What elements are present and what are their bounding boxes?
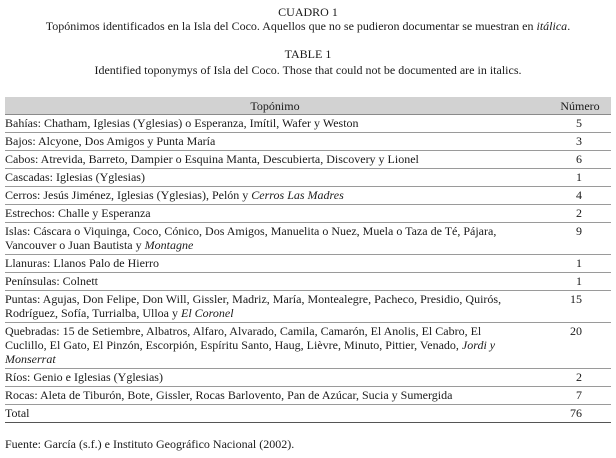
cuadro-caption-end: .	[567, 19, 571, 33]
count-cell: 6	[576, 152, 582, 166]
toponym-text: Llanuras: Llanos Palo de Hierro	[5, 256, 159, 270]
table-caption: Identified toponymys of Isla del Coco. Those that could not be documented are in italics.	[94, 63, 522, 77]
total-count: 76	[570, 406, 582, 420]
toponym-text: Islas: Cáscara o Viquinga, Coco, Cónico, Dos Amigos, Manuelita o Nuez, Muela o Taza de Té, Pájara, Vancouver o Juan Bautista y	[5, 224, 497, 252]
toponym-cell	[5, 255, 525, 272]
table-label: TABLE 1	[284, 47, 332, 61]
table-row	[5, 255, 611, 273]
toponym-cell	[5, 223, 525, 254]
total-label: Total	[5, 406, 30, 420]
count-cell: 1	[576, 274, 582, 288]
toponym-text: Estrechos: Challe y Esperanza	[5, 206, 151, 220]
toponym-text: Cascadas: Iglesias (Yglesias)	[5, 170, 145, 184]
toponym-cell	[5, 323, 525, 368]
table-body	[5, 115, 611, 405]
toponym-cell	[5, 151, 525, 168]
toponym-text: Puntas: Agujas, Don Felipe, Don Will, Gissler, Madriz, María, Montealegre, Pacheco, Presidio, Quirós, Rodríguez, Sofía, Turrialba, Ulloa y	[5, 292, 502, 320]
count-cell: 9	[576, 224, 582, 238]
count-cell: 5	[576, 116, 582, 130]
toponym-text: Cerros: Jesús Jiménez, Iglesias (Yglesias), Pelón y	[5, 188, 252, 202]
toponym-cell	[5, 291, 525, 322]
table-row	[5, 323, 611, 369]
cuadro-caption-italic: itálica	[536, 19, 568, 33]
toponym-cell	[5, 369, 525, 386]
table-row	[5, 187, 611, 205]
toponym-cell	[5, 187, 525, 204]
header-count: Número	[560, 99, 600, 113]
count-cell: 15	[570, 292, 582, 306]
toponym-text: Cabos: Atrevida, Barreto, Dampier o Esquina Manta, Descubierta, Discovery y Lionel	[5, 152, 419, 166]
table-row	[5, 115, 611, 133]
header-toponym: Topónimo	[250, 99, 300, 113]
toponym-cell	[5, 205, 525, 222]
toponym-text: Bahías: Chatham, Iglesias (Yglesias) o Esperanza, Imítil, Wafer y Weston	[5, 116, 359, 130]
toponym-cell	[5, 169, 525, 186]
toponym-table	[5, 97, 611, 423]
count-cell: 3	[576, 134, 582, 148]
count-cell: 2	[576, 370, 582, 384]
table-row	[5, 169, 611, 187]
toponym-cell	[5, 115, 525, 132]
cuadro-caption	[0, 19, 616, 33]
toponym-italic: Cerros Las Madres	[251, 188, 344, 202]
toponym-text: Penínsulas: Colnett	[5, 274, 98, 288]
table-row	[5, 387, 611, 405]
source-note: Fuente: García (s.f.) e Instituto Geográfico Nacional (2002).	[5, 437, 295, 451]
table-total-row	[5, 405, 611, 423]
toponym-italic: Montagne	[144, 238, 194, 252]
table-row	[5, 369, 611, 387]
count-cell: 1	[576, 256, 582, 270]
table-row	[5, 151, 611, 169]
table-row	[5, 273, 611, 291]
count-cell: 4	[576, 188, 582, 202]
table-row	[5, 133, 611, 151]
toponym-cell	[5, 133, 525, 150]
table-row	[5, 205, 611, 223]
count-cell: 2	[576, 206, 582, 220]
cuadro-label: CUADRO 1	[278, 5, 338, 19]
toponym-text: Bajos: Alcyone, Dos Amigos y Punta María	[5, 134, 216, 148]
toponym-cell	[5, 387, 525, 404]
cuadro-caption-main: Topónimos identificados en la Isla del Coco. Aquellos que no se pudieron documentar se muestran en	[45, 19, 537, 33]
count-cell: 7	[576, 388, 582, 402]
toponym-text: Ríos: Genio e Iglesias (Yglesias)	[5, 370, 163, 384]
table-row	[5, 291, 611, 323]
toponym-italic: Jordi y Monserrat	[5, 338, 496, 366]
count-cell: 1	[576, 170, 582, 184]
toponym-text: Quebradas: 15 de Setiembre, Albatros, Alfaro, Alvarado, Camila, Camarón, El Anolis, El Cabro, El Cuclillo, El Gato, El Pinzón, Escorpión, Espíritu Santo, Haug, Lièvre, Minuto, Pittier, Venado,	[5, 324, 482, 352]
table-header	[5, 97, 611, 115]
table-row	[5, 223, 611, 255]
count-cell: 20	[570, 324, 582, 338]
toponym-text: Rocas: Aleta de Tiburón, Bote, Gissler, Rocas Barlovento, Pan de Azúcar, Sucia y Sumergida	[5, 388, 453, 402]
toponym-cell	[5, 273, 525, 290]
toponym-italic: El Coronel	[180, 306, 234, 320]
